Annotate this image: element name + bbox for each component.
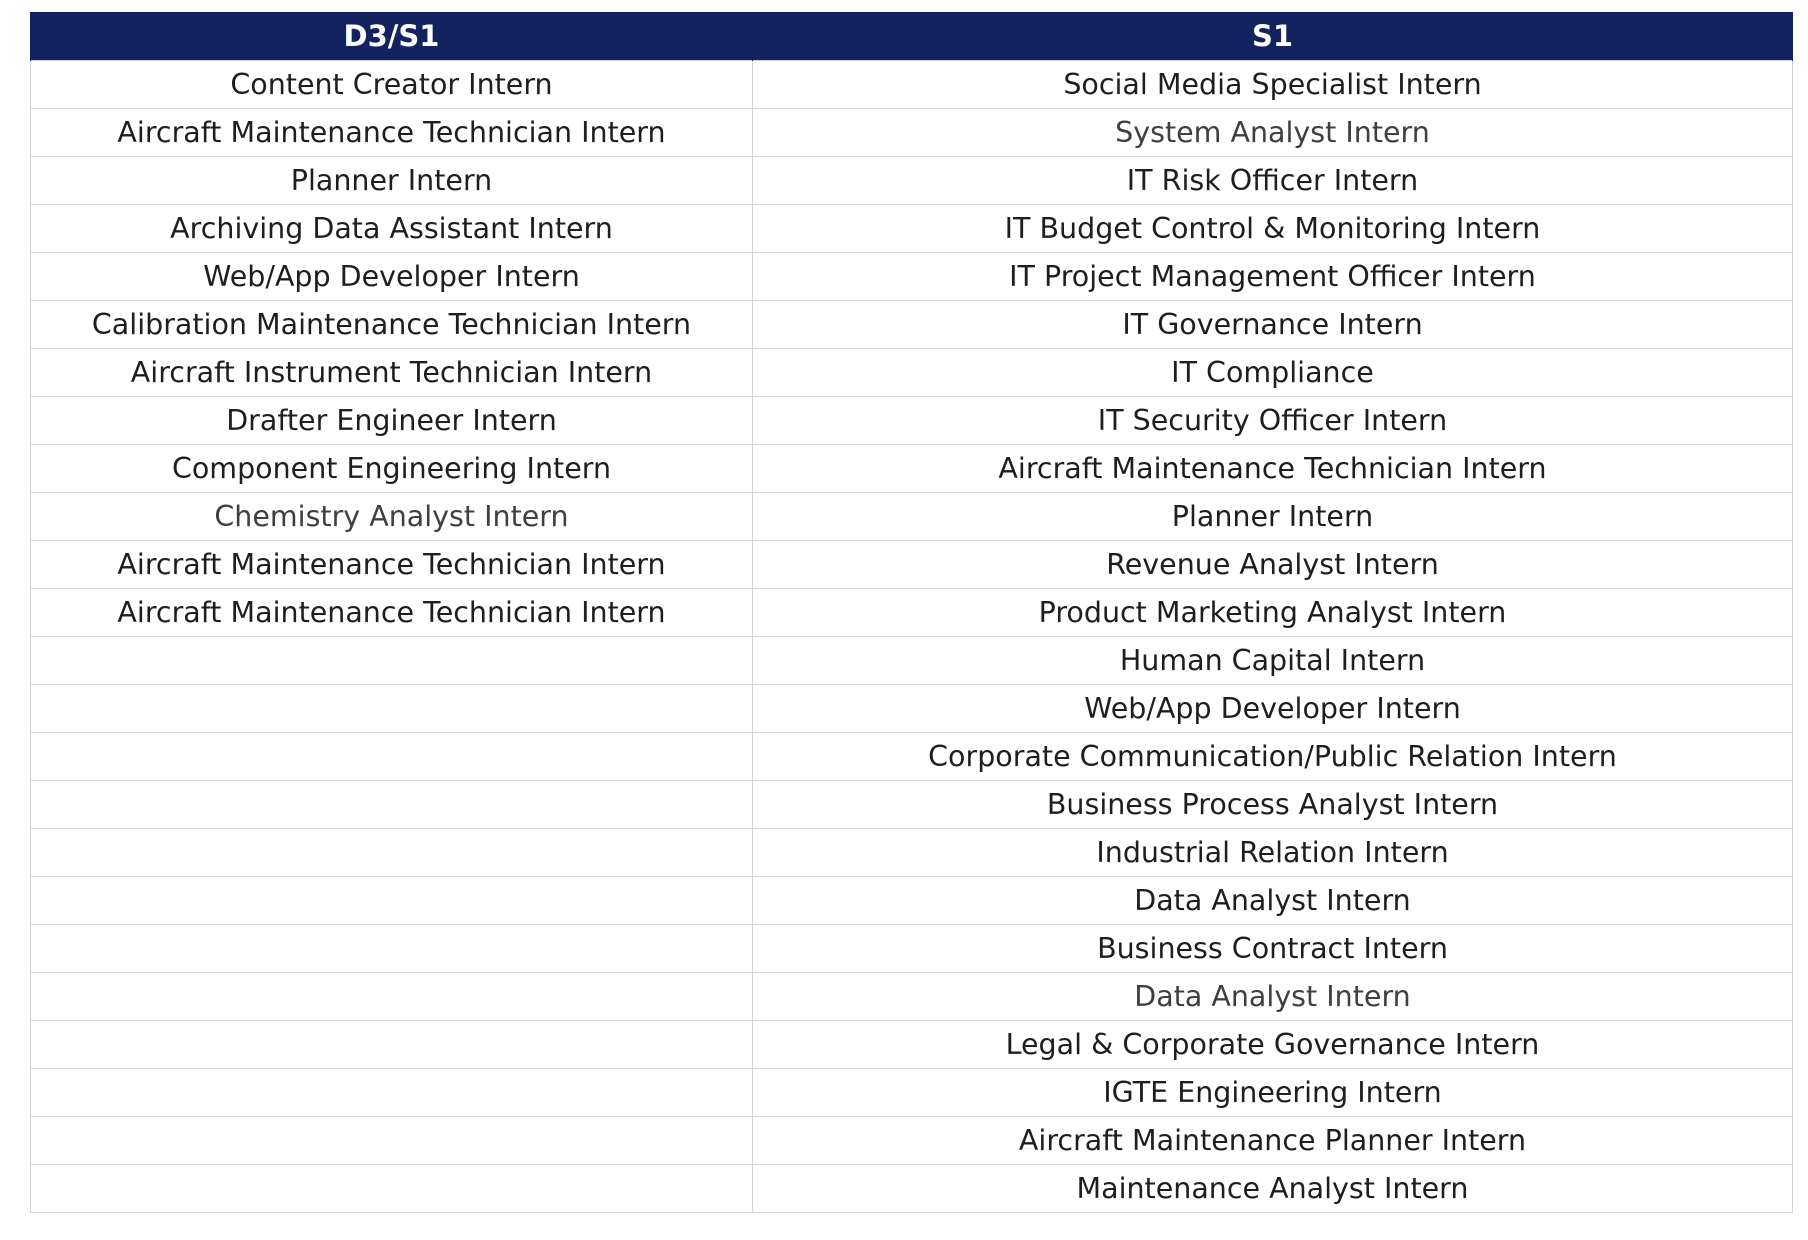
table-row xyxy=(31,61,1793,109)
cell-d3-s1[interactable]: Web/App Developer Intern xyxy=(31,253,753,301)
cell-s1[interactable]: Web/App Developer Intern xyxy=(753,685,1793,733)
cell-s1[interactable]: System Analyst Intern xyxy=(753,109,1793,157)
header-row xyxy=(31,12,1793,61)
cell-s1[interactable]: IT Compliance xyxy=(753,349,1793,397)
table-row xyxy=(31,973,1793,1021)
table-row xyxy=(31,493,1793,541)
cell-s1[interactable]: IT Project Management Officer Intern xyxy=(753,253,1793,301)
cell-d3-s1[interactable]: Planner Intern xyxy=(31,157,753,205)
cell-s1[interactable]: Corporate Communication/Public Relation Intern xyxy=(753,733,1793,781)
table-row xyxy=(31,205,1793,253)
table-row xyxy=(31,253,1793,301)
table-row xyxy=(31,397,1793,445)
table-body xyxy=(31,61,1793,1213)
cell-d3-s1[interactable]: Aircraft Maintenance Technician Intern xyxy=(31,109,753,157)
table-row xyxy=(31,1117,1793,1165)
cell-d3-s1[interactable] xyxy=(31,877,753,925)
column-header-s1[interactable]: S1 xyxy=(753,12,1793,61)
table-row xyxy=(31,637,1793,685)
cell-d3-s1[interactable]: Component Engineering Intern xyxy=(31,445,753,493)
cell-d3-s1[interactable] xyxy=(31,1021,753,1069)
cell-s1[interactable]: Social Media Specialist Intern xyxy=(753,61,1793,109)
cell-s1[interactable]: Maintenance Analyst Intern xyxy=(753,1165,1793,1213)
cell-d3-s1[interactable]: Aircraft Maintenance Technician Intern xyxy=(31,589,753,637)
cell-s1[interactable]: Business Process Analyst Intern xyxy=(753,781,1793,829)
cell-d3-s1[interactable] xyxy=(31,829,753,877)
cell-s1[interactable]: IGTE Engineering Intern xyxy=(753,1069,1793,1117)
table-row xyxy=(31,1069,1793,1117)
cell-s1[interactable]: IT Budget Control & Monitoring Intern xyxy=(753,205,1793,253)
table-row xyxy=(31,829,1793,877)
cell-d3-s1[interactable] xyxy=(31,781,753,829)
cell-s1[interactable]: Human Capital Intern xyxy=(753,637,1793,685)
table-row xyxy=(31,301,1793,349)
cell-s1[interactable]: Product Marketing Analyst Intern xyxy=(753,589,1793,637)
cell-s1[interactable]: IT Governance Intern xyxy=(753,301,1793,349)
table-row xyxy=(31,589,1793,637)
cell-s1[interactable]: IT Security Officer Intern xyxy=(753,397,1793,445)
cell-d3-s1[interactable]: Aircraft Instrument Technician Intern xyxy=(31,349,753,397)
cell-s1[interactable]: Legal & Corporate Governance Intern xyxy=(753,1021,1793,1069)
cell-d3-s1[interactable] xyxy=(31,685,753,733)
cell-d3-s1[interactable]: Archiving Data Assistant Intern xyxy=(31,205,753,253)
cell-s1[interactable]: Revenue Analyst Intern xyxy=(753,541,1793,589)
cell-s1[interactable]: Business Contract Intern xyxy=(753,925,1793,973)
table-row xyxy=(31,1165,1793,1213)
cell-d3-s1[interactable] xyxy=(31,733,753,781)
cell-d3-s1[interactable]: Calibration Maintenance Technician Intern xyxy=(31,301,753,349)
table-row xyxy=(31,925,1793,973)
cell-d3-s1[interactable] xyxy=(31,1165,753,1213)
cell-s1[interactable]: Industrial Relation Intern xyxy=(753,829,1793,877)
table-row xyxy=(31,877,1793,925)
table-row xyxy=(31,349,1793,397)
table-row xyxy=(31,781,1793,829)
cell-s1[interactable]: Planner Intern xyxy=(753,493,1793,541)
table-row xyxy=(31,445,1793,493)
cell-d3-s1[interactable]: Aircraft Maintenance Technician Intern xyxy=(31,541,753,589)
cell-d3-s1[interactable] xyxy=(31,1069,753,1117)
spreadsheet-sheet xyxy=(30,12,1792,1213)
cell-d3-s1[interactable] xyxy=(31,973,753,1021)
cell-s1[interactable]: IT Risk Officer Intern xyxy=(753,157,1793,205)
column-header-d3-s1[interactable]: D3/S1 xyxy=(31,12,753,61)
table-row xyxy=(31,157,1793,205)
cell-s1[interactable]: Aircraft Maintenance Planner Intern xyxy=(753,1117,1793,1165)
table-row xyxy=(31,733,1793,781)
table-row xyxy=(31,109,1793,157)
cell-d3-s1[interactable]: Content Creator Intern xyxy=(31,61,753,109)
position-table xyxy=(30,12,1793,1213)
cell-d3-s1[interactable] xyxy=(31,1117,753,1165)
table-row xyxy=(31,541,1793,589)
cell-d3-s1[interactable] xyxy=(31,637,753,685)
cell-d3-s1[interactable] xyxy=(31,925,753,973)
cell-s1[interactable]: Aircraft Maintenance Technician Intern xyxy=(753,445,1793,493)
table-row xyxy=(31,685,1793,733)
cell-d3-s1[interactable]: Chemistry Analyst Intern xyxy=(31,493,753,541)
cell-s1[interactable]: Data Analyst Intern xyxy=(753,973,1793,1021)
cell-s1[interactable]: Data Analyst Intern xyxy=(753,877,1793,925)
table-row xyxy=(31,1021,1793,1069)
cell-d3-s1[interactable]: Drafter Engineer Intern xyxy=(31,397,753,445)
